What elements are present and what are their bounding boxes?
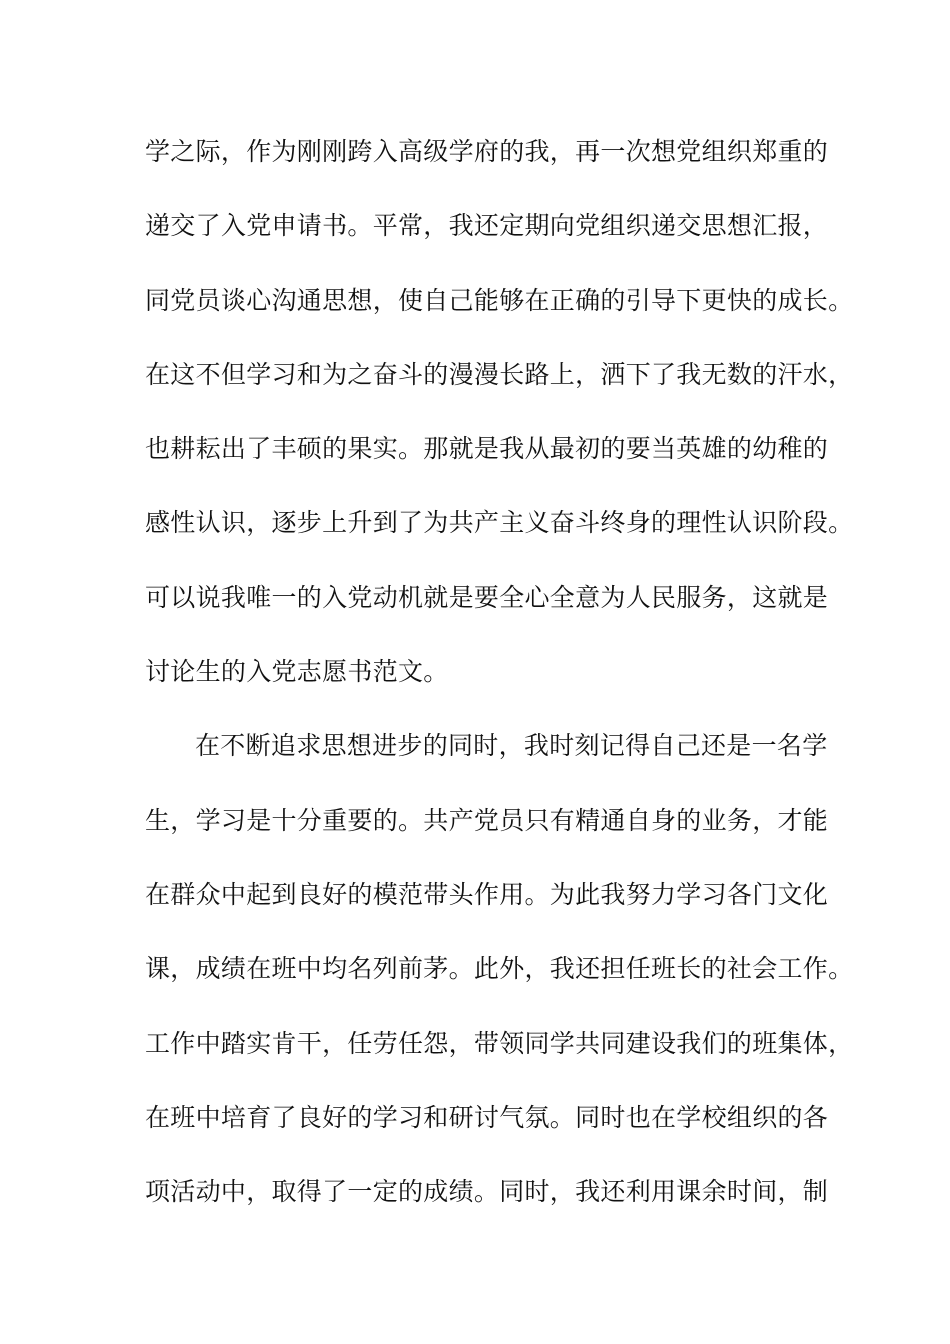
body-text — [145, 128, 854, 1242]
text-line: 也耕耘出了丰硕的果实。那就是我从最初的要当英雄的幼稚的 — [145, 434, 829, 464]
text-line: 可以说我唯一的入党动机就是要全心全意为人民服务，这就是 — [145, 582, 829, 612]
text-line: 递交了入党申请书。平常，我还定期向党组织递交思想汇报， — [145, 211, 829, 241]
text-line: 在班中培育了良好的学习和研讨气氛。同时也在学校组织的各 — [145, 1102, 829, 1132]
text-line: 在群众中起到良好的模范带头作用。为此我努力学习各门文化 — [145, 879, 829, 909]
paragraph-first-line: 在不断追求思想进步的同时，我时刻记得自己还是一名学 — [195, 731, 828, 761]
text-line: 同党员谈心沟通思想，使自己能够在正确的引导下更快的成长。 — [145, 285, 854, 315]
text-line: 工作中踏实肯干，任劳任怨，带领同学共同建设我们的班集体， — [145, 1028, 854, 1058]
text-line: 项活动中，取得了一定的成绩。同时，我还利用课余时间，制 — [145, 1177, 829, 1207]
text-line: 生，学习是十分重要的。共产党员只有精通自身的业务，才能 — [145, 805, 829, 835]
text-line: 讨论生的入党志愿书范文。 — [145, 657, 449, 687]
text-line: 学之际，作为刚刚跨入高级学府的我，再一次想党组织郑重的 — [145, 137, 829, 166]
text-line: 在这不但学习和为之奋斗的漫漫长路上，洒下了我无数的汗水， — [145, 359, 854, 389]
text-line: 课，成绩在班中均名列前茅。此外，我还担任班长的社会工作。 — [145, 954, 854, 984]
text-line: 感性认识，逐步上升到了为共产主义奋斗终身的理性认识阶段。 — [145, 508, 854, 538]
